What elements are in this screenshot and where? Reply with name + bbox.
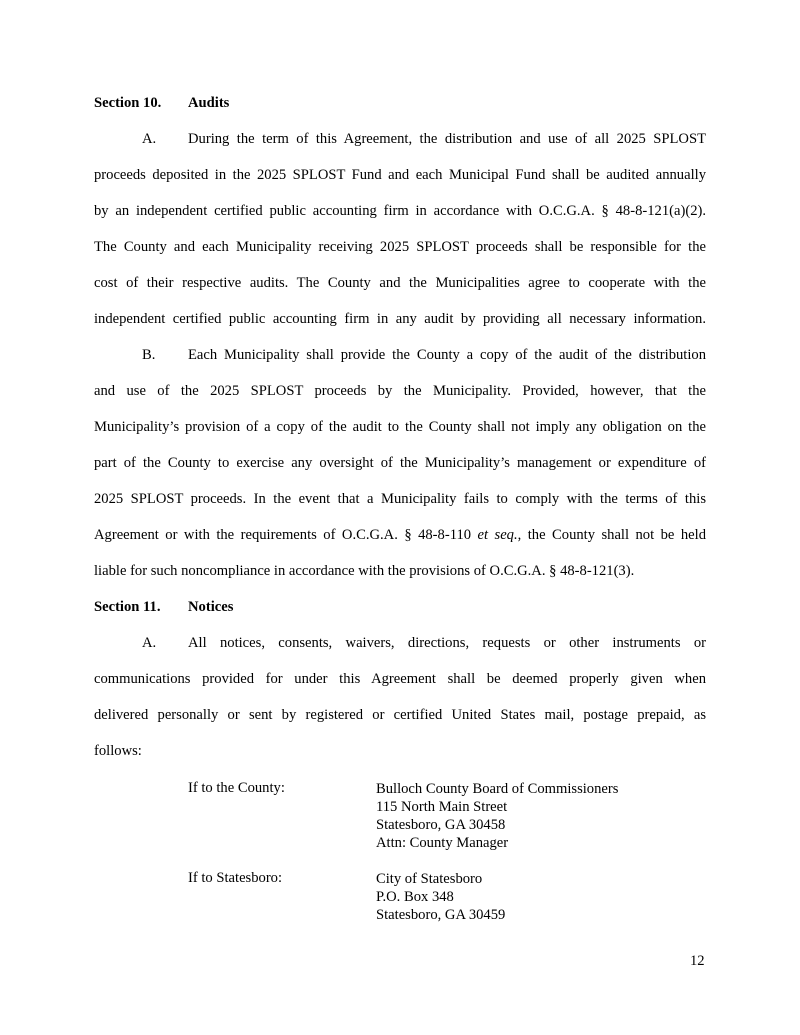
address-county-block <box>376 780 618 852</box>
section-11-a-line-4: follows: <box>94 743 142 759</box>
section-10-b-text: Each Municipality shall provide the County a copy of the audit of the distribution <box>188 347 706 363</box>
address-statesboro-line-3: Statesboro, GA 30459 <box>376 907 506 923</box>
address-county-line-4: Attn: County Manager <box>376 835 509 851</box>
address-county-line-3: Statesboro, GA 30458 <box>376 817 506 833</box>
section-11-title: Notices <box>188 599 234 615</box>
address-statesboro-line-2: P.O. Box 348 <box>376 889 454 905</box>
address-statesboro-line-1: City of Statesboro <box>376 871 483 887</box>
section-11-number: Section 11. <box>94 599 161 615</box>
section-11-a-text: All notices, consents, waivers, directions, requests or other instruments or <box>188 635 706 651</box>
section-10-b-line-6-italic: et seq. <box>477 527 518 543</box>
section-10-b-line-2: and use of the 2025 SPLOST proceeds by the Municipality. Provided, however, that the <box>94 383 706 399</box>
section-10-b-line-6 <box>94 526 706 544</box>
address-statesboro-block <box>376 870 505 924</box>
section-10-b-line-6-post: , the County shall not be held <box>517 527 706 543</box>
section-10-heading <box>94 95 229 112</box>
section-10-a-line-3: by an independent certified public accounting firm in accordance with O.C.G.A. § 48-8-121(a)(2). <box>94 203 706 219</box>
section-10-b-line-6-pre: Agreement or with the requirements of O.C.G.A. § 48-8-110 <box>94 527 478 543</box>
address-county-line-2: 115 North Main Street <box>376 799 508 815</box>
page-number: 12 <box>690 953 705 969</box>
section-10-number: Section 10. <box>94 95 162 111</box>
section-10-a-line-6: independent certified public accounting firm in any audit by providing all necessary information. <box>94 311 706 327</box>
section-10-a-text: During the term of this Agreement, the distribution and use of all 2025 SPLOST <box>188 131 706 147</box>
section-11-a-line-2: communications provided for under this Agreement shall be deemed properly given when <box>94 671 706 687</box>
section-10-a-label: A. <box>142 131 157 147</box>
section-10-b-line-5: 2025 SPLOST proceeds. In the event that a Municipality fails to comply with the terms of this <box>94 491 706 507</box>
section-10-a-line-2: proceeds deposited in the 2025 SPLOST Fund and each Municipal Fund shall be audited annually <box>94 167 706 183</box>
section-10-a-line-5: cost of their respective audits. The County and the Municipalities agree to cooperate with the <box>94 275 706 291</box>
section-10-b-line-3: Municipality’s provision of a copy of the audit to the County shall not imply any obligation on the <box>94 419 706 435</box>
section-10-title: Audits <box>188 95 230 111</box>
section-10-b-line-1 <box>142 346 706 364</box>
section-11-a-label: A. <box>142 635 157 651</box>
section-10-b-line-7: liable for such noncompliance in accordance with the provisions of O.C.G.A. § 48-8-121(3). <box>94 563 635 579</box>
address-county-label: If to the County: <box>188 780 285 796</box>
section-10-b-label: B. <box>142 347 156 363</box>
address-statesboro-label: If to Statesboro: <box>188 870 283 886</box>
section-10-a-line-1 <box>142 130 706 148</box>
section-10-a-line-4: The County and each Municipality receiving 2025 SPLOST proceeds shall be responsible for the <box>94 239 706 255</box>
section-10-b-line-4: part of the County to exercise any oversight of the Municipality’s management or expenditure of <box>94 455 706 471</box>
address-county-line-1: Bulloch County Board of Commissioners <box>376 781 619 797</box>
section-11-a-line-3: delivered personally or sent by registered or certified United States mail, postage prepaid, as <box>94 707 706 723</box>
section-11-a-line-1 <box>142 634 706 652</box>
section-11-heading <box>94 599 233 616</box>
